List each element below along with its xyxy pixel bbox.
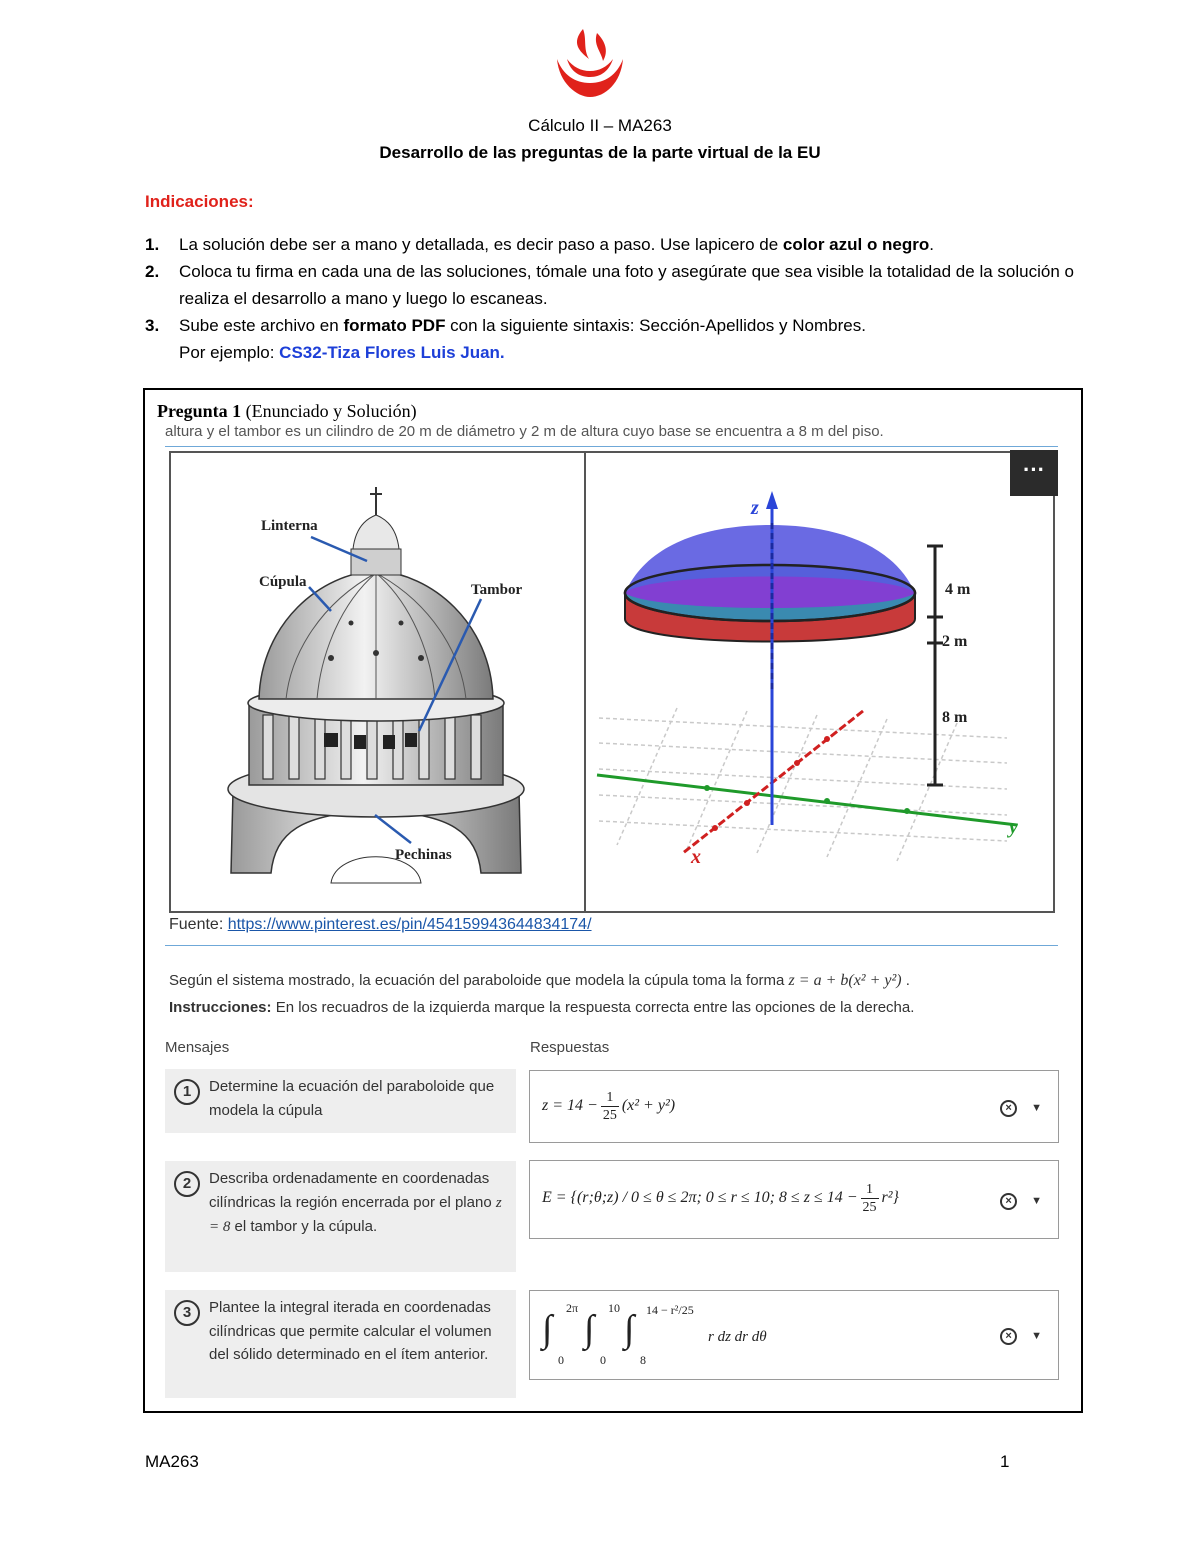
column-answers-header: Respuestas [530,1039,610,1056]
item-number-badge: 1 [174,1079,200,1105]
axis-x-label: x [691,846,701,868]
dim-4m: 4 m [945,581,971,598]
answer-formula: E = {(r;θ;z) / 0 ≤ θ ≤ 2π; 0 ≤ r ≤ 10; 8 ≤ z ≤ 14 − $\frac{1}{25}$ r²} [542,1182,899,1215]
question-title: Pregunta 1 (Enunciado y Solución) [157,401,417,421]
indication-item-2 [145,258,1090,312]
indications-title: Indicaciones: [145,192,254,211]
source-link[interactable]: https://www.pinterest.es/pin/454159943644834174/ [227,916,592,933]
message-text: Describa ordenadamente en coordenadas cilíndricas la región encerrada por el plano z = 8 el tambor y la cúpula. [209,1170,502,1235]
message-text: Determine la ecuación del paraboloide que modela la cúpula [209,1078,495,1119]
clear-icon[interactable]: × [1000,1328,1017,1345]
answer-select-2[interactable] [529,1160,1059,1239]
answer-controls [1000,1192,1042,1210]
label-linterna: Linterna [261,518,318,534]
answer-controls [1000,1099,1042,1117]
answer-formula: ∫ 2π 0 ∫ 10 0 ∫ 14 − r²/25 8 r dz dr dθ [542,1301,767,1367]
question-statement: Según el sistema mostrado, la ecuación del paraboloide que modela la cúpula toma la forma z = a + b(x² + y²) . [169,972,910,989]
item-number: 3. [145,316,160,335]
chevron-down-icon[interactable]: ▼ [1031,1195,1042,1208]
divider [165,945,1058,946]
footer-course-code: MA263 [145,1452,199,1471]
message-item-3[interactable] [165,1290,516,1398]
statement-formula: z = a + b(x² + y²) [788,972,902,989]
paraboloid-model [587,453,1053,911]
answer-select-3[interactable] [529,1290,1059,1380]
question-instructions: Instrucciones: En los recuadros de la izquierda marque la respuesta correcta entre las opciones de la derecha. [169,999,915,1016]
clear-icon[interactable]: × [1000,1193,1017,1210]
item-text: Coloca tu firma en cada una de las soluciones, tómale una foto y asegúrate que sea visible la totalidad de la solución o realiza el desarrollo a mano y luego lo escaneas. [179,262,1074,308]
message-item-1[interactable] [165,1069,516,1133]
item-number: 2. [145,262,160,281]
document-subtitle: Desarrollo de las preguntas de la parte virtual de la EU [379,143,821,162]
figure-divider [584,451,586,913]
source-line: Fuente: https://www.pinterest.es/pin/454159943644834174/ [169,916,592,933]
example-name: CS32-Tiza Flores Luis Juan. [279,343,505,362]
axis-y-label: y [1009,816,1018,838]
more-options-button[interactable]: ··· [1010,450,1058,496]
message-item-2[interactable] [165,1161,516,1272]
footer-page-number: 1 [1000,1452,1010,1471]
dome-illustration [171,453,583,911]
answer-controls [1000,1327,1042,1345]
item-number: 1. [145,235,160,254]
label-pechinas: Pechinas [395,847,452,863]
upc-logo-icon [553,25,627,101]
answer-formula: z = 14 − $\frac{1}{25}$ (x² + y²) [542,1090,676,1123]
indication-item-1 [145,231,1090,258]
chevron-down-icon[interactable]: ▼ [1031,1330,1042,1343]
course-title: Cálculo II – MA263 [528,116,672,135]
clear-icon[interactable]: × [1000,1100,1017,1117]
item-text: La solución debe ser a mano y detallada, es decir paso a paso. Use lapicero de color azul o negro. [179,235,935,254]
item-text: Sube este archivo en formato PDF con la siguiente sintaxis: Sección-Apellidos y Nombres. Por ejemplo: CS32-Tiza Flores Luis Juan. [179,316,866,362]
answer-select-1[interactable] [529,1070,1059,1143]
column-messages-header: Mensajes [165,1039,230,1056]
indication-item-3 [145,312,1090,366]
axis-z-label: z [751,497,759,519]
chevron-down-icon[interactable]: ▼ [1031,1102,1042,1115]
dim-2m: 2 m [942,633,968,650]
item-number-badge: 2 [174,1171,200,1197]
cut-text-line: altura y el tambor es un cilindro de 20 m de diámetro y 2 m de altura cuyo base se encuentra a 8 m del piso. [165,423,884,440]
divider [165,446,1058,447]
item-number-badge: 3 [174,1300,200,1326]
label-cupula: Cúpula [259,574,307,590]
message-text: Plantee la integral iterada en coordenadas cilíndricas que permite calcular el volumen del sólido determinado en el ítem anterior. [209,1299,492,1363]
label-tambor: Tambor [471,582,523,598]
dim-8m: 8 m [942,709,968,726]
